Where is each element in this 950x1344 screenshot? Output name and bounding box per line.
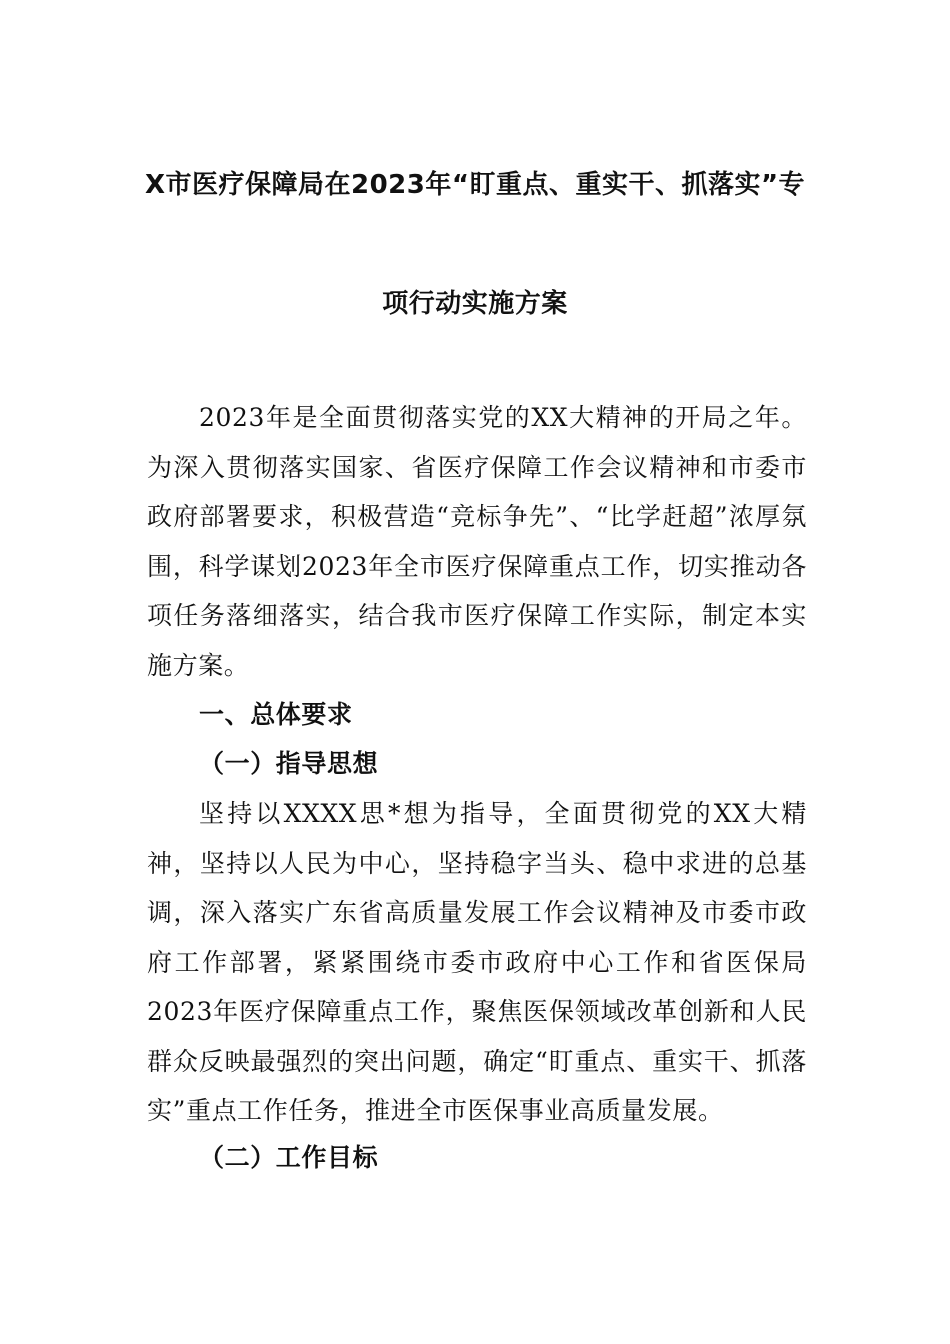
document-title-line-2: 项行动实施方案 [382, 289, 568, 319]
subsection-heading-work-objectives: （二）工作目标 [199, 1143, 379, 1172]
document-title-line-1: X市医疗保障局在2023年“盯重点、重实干、抓落实”专 [144, 170, 806, 200]
guiding-ideology-paragraph: 坚持以XXXX思*想为指导，全面贯彻党的XX大精神，坚持以人民为中心，坚持稳字当头、稳中求进的总基调，深入落实广东省高质量发展工作会议精神及市委市政府工作部署，紧紧围绕市委市政府中心工作和省医保局2023年医疗保障重点工作，聚焦医保领域改革创新和人民群众反映最强烈的突出问题，确定“盯重点、重实干、抓落实”重点工作任务，推进全市医保事业高质量发展。 [147, 799, 807, 1125]
subsection-heading-guiding-ideology: （一）指导思想 [199, 749, 379, 778]
section-heading-general-requirements: 一、总体要求 [199, 700, 353, 729]
intro-paragraph: 2023年是全面贯彻落实党的XX大精神的开局之年。为深入贯彻落实国家、省医疗保障工作会议精神和市委市政府部署要求，积极营造“竞标争先”、“比学赶超”浓厚氛围，科学谋划2023年全市医疗保障重点工作，切实推动各项任务落细落实，结合我市医疗保障工作实际，制定本实施方案。 [147, 403, 807, 680]
